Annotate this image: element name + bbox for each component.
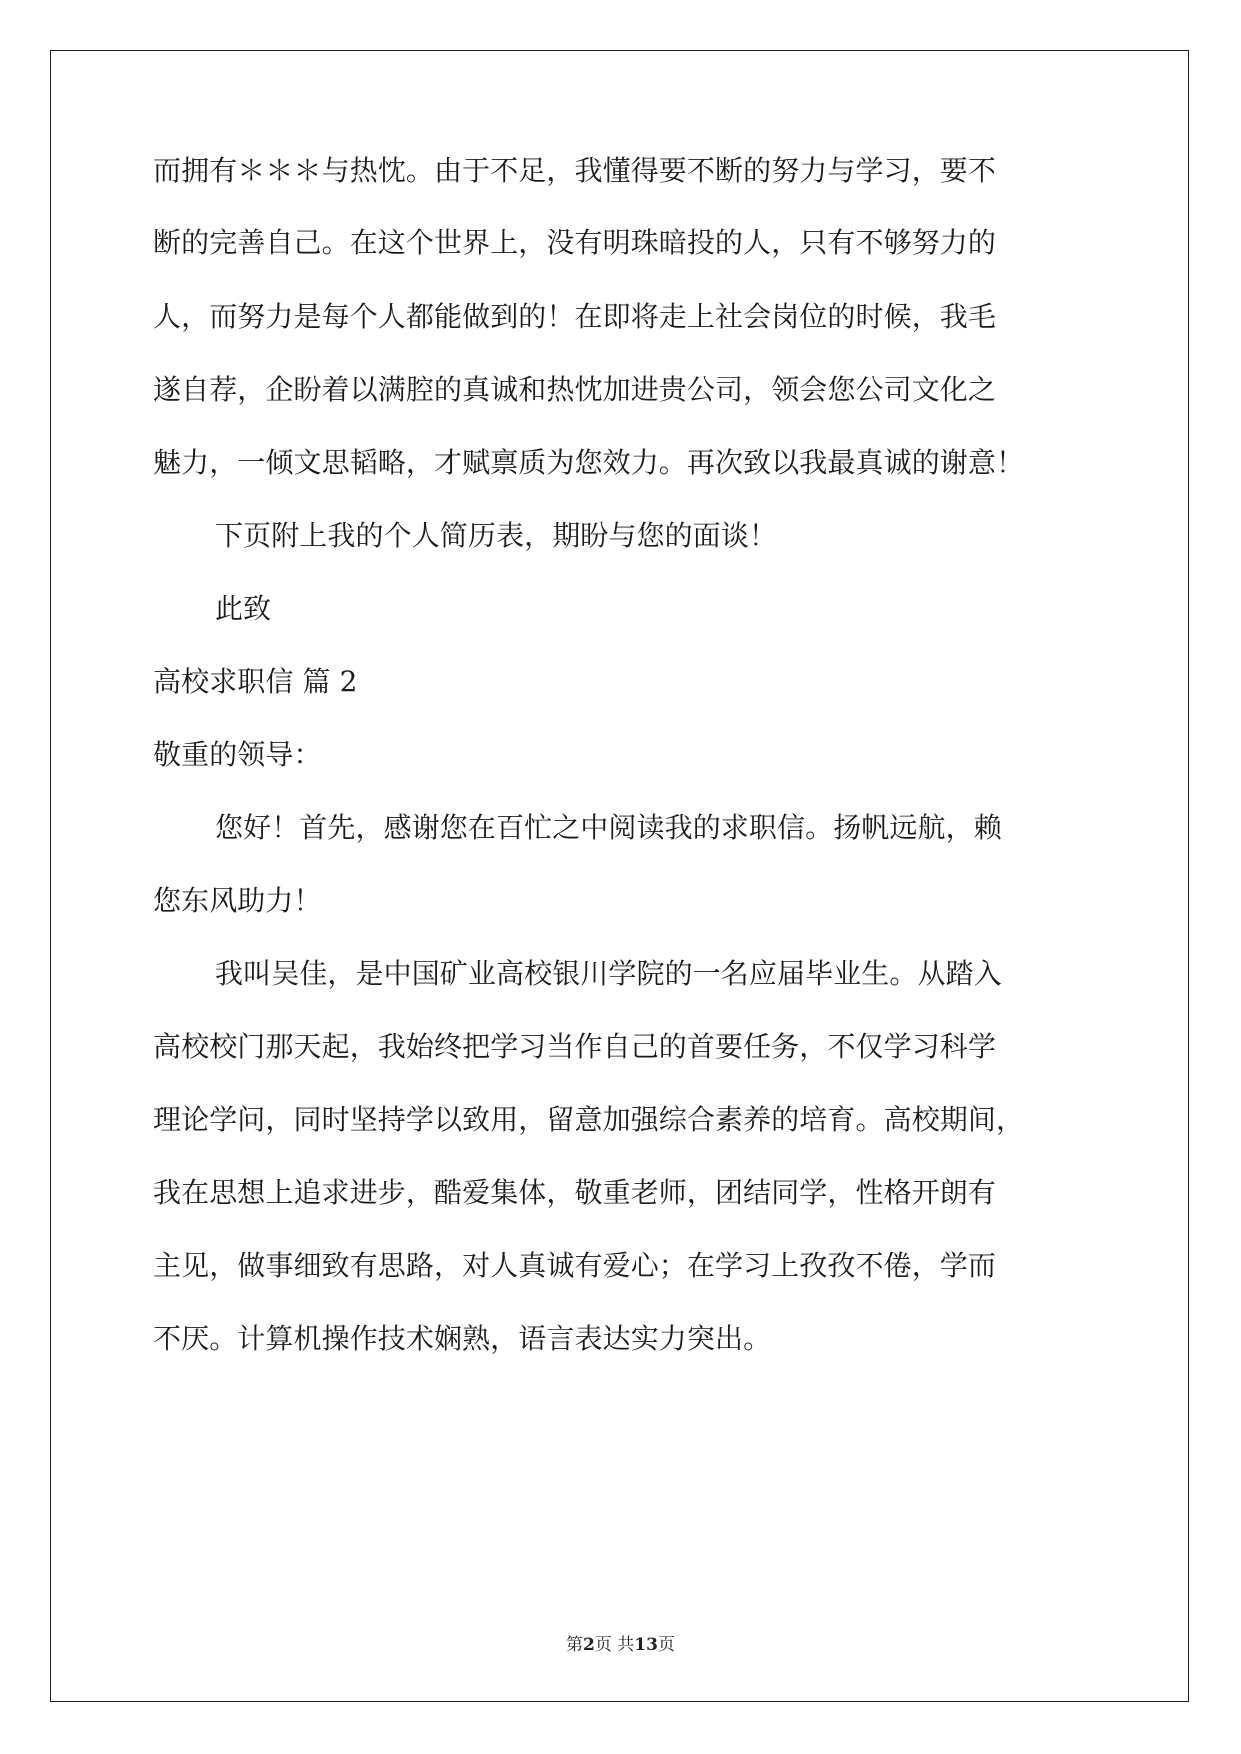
text-line: 我在思想上追求进步，酷爱集体，敬重老师，团结同学，性格开朗有 (153, 1176, 997, 1209)
footer-total-pages: 13 (634, 1635, 658, 1655)
footer-prefix: 第 (566, 1635, 584, 1655)
text-line: 断的完善自己。在这个世界上，没有明珠暗投的人，只有不够努力的 (153, 226, 997, 259)
text-line: 您好！首先，感谢您在百忙之中阅读我的求职信。扬帆远航，赖 (215, 811, 1002, 844)
text-line: 不厌。计算机操作技术娴熟，语言表达实力突出。 (153, 1322, 772, 1355)
text-line: 理论学问，同时坚持学以致用，留意加强综合素养的培育。高校期间， (153, 1103, 1025, 1136)
salutation: 敬重的领导： (153, 738, 322, 771)
text-line: 高校校门那天起，我始终把学习当作自己的首要任务，不仅学习科学 (153, 1030, 997, 1063)
footer-suffix: 页 (657, 1635, 675, 1655)
text-line: 您东风助力！ (153, 884, 322, 917)
text-line: 人，而努力是每个人都能做到的！在即将走上社会岗位的时候，我毛 (153, 300, 997, 333)
text-line: 我叫吴佳，是中国矿业高校银川学院的一名应届毕业生。从踏入 (215, 957, 1002, 990)
text-line: 魅力，一倾文思韬略，才赋禀质为您效力。再次致以我最真诚的谢意！ (153, 446, 1025, 479)
text-line: 而拥有＊＊＊与热忱。由于不足，我懂得要不断的努力与学习，要不 (153, 154, 997, 187)
section-heading: 高校求职信 篇 2 (153, 665, 358, 698)
text-line: 主见，做事细致有思路，对人真诚有爱心；在学习上孜孜不倦，学而 (153, 1249, 997, 1282)
text-line: 下页附上我的个人简历表，期盼与您的面谈！ (215, 519, 778, 552)
footer-page-number: 2 (583, 1635, 595, 1655)
footer-mid: 页 共 (594, 1635, 635, 1655)
page-footer (0, 1630, 1241, 1655)
text-line: 遂自荐，企盼着以满腔的真诚和热忱加进贵公司，领会您公司文化之 (153, 373, 997, 406)
page-border (50, 50, 1189, 1702)
closing-salutation: 此致 (215, 592, 272, 625)
